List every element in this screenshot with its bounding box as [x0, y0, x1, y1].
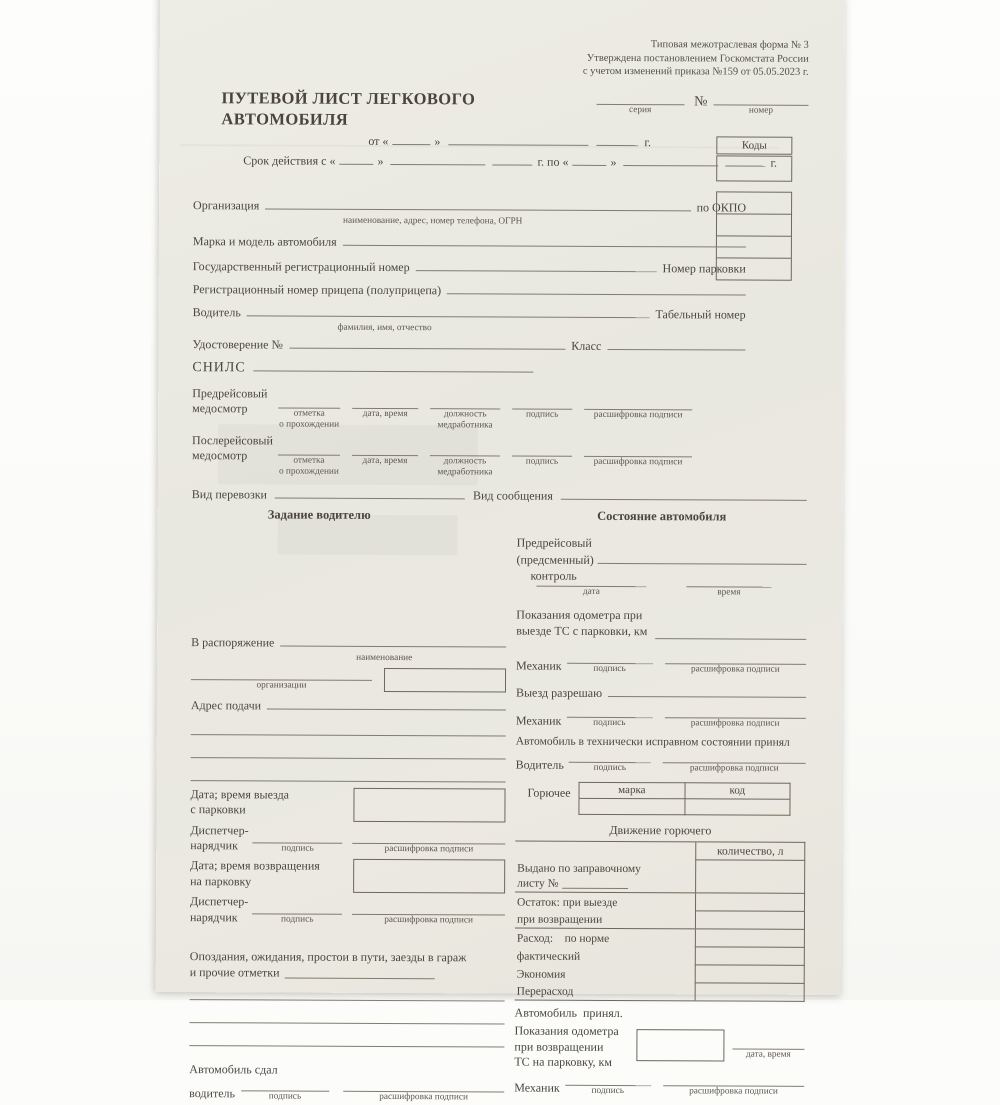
handover-sign-blank [241, 1080, 329, 1091]
class-label: Класс [571, 338, 602, 354]
approval-line-3: с учетом изменений приказа №159 от 05.05.2023 г. [582, 66, 809, 79]
odometer-in-label: Показания одометра при возвращении ТС на парковку, км [514, 1023, 619, 1070]
vehicle-accepted-label: Автомобиль принял. [514, 1005, 623, 1021]
transport-type-blank [275, 486, 465, 499]
fuel-movement-title: Движение горючего [609, 822, 712, 838]
validity-mid: г. по « [537, 155, 569, 170]
date-month-blank [448, 133, 588, 146]
dispatcher-label: Диспетчер- нарядчик [189, 894, 249, 924]
organization-label: Организация [193, 198, 260, 213]
delays-extra-line [189, 1031, 504, 1047]
mechanic1-sign-blank [567, 653, 653, 664]
fuel-issued-qty-cell [696, 860, 805, 893]
pretrip-med-decode-blank [584, 399, 692, 410]
pretrip-control-blank [598, 552, 807, 565]
validity-prefix: Срок действия с « [243, 153, 336, 169]
validity-day1-blank [339, 153, 373, 165]
accepted-in-good-condition-label: Автомобиль в технически исправном состоянии принял [515, 735, 790, 749]
signature-hint: подпись [593, 718, 626, 729]
fuel-label: Горючее [527, 785, 571, 800]
departure-datetime-label: Дата; время выезда с парковки [190, 786, 290, 817]
quantity-header: количество, л [696, 842, 805, 860]
departure-allowed-label: Выезд разрешаю [515, 685, 603, 700]
med-col-decode: расшифровка подписи [593, 457, 683, 468]
mechanic-label: Механик [516, 658, 562, 673]
class-blank [607, 338, 745, 351]
car-model-label: Марка и модель автомобиля [192, 233, 337, 249]
signature-hint: подпись [591, 1085, 624, 1096]
dispatcher-decode-blank [353, 833, 506, 845]
trailer-number-blank [447, 282, 746, 295]
signature-hint: подпись [593, 762, 627, 774]
snils-blank [254, 359, 534, 372]
okpo-label: по ОКПО [696, 200, 747, 215]
time-hint: время [717, 587, 741, 598]
fuel-economy-label: Экономия [516, 968, 566, 981]
date-day-blank [392, 133, 430, 145]
validity-quote1: » [377, 154, 384, 169]
posttrip-med-sign-blank [512, 446, 572, 457]
med-col-sign: подпись [525, 409, 559, 420]
fuel-brand-table [579, 782, 791, 816]
address-blank [267, 698, 506, 711]
date-from-label: от « [368, 133, 389, 148]
number-sign: № [694, 94, 708, 110]
signature-decode-hint: расшифровка подписи [689, 1086, 778, 1097]
fuel-issued-blank [563, 877, 629, 889]
pretrip-med-sign-blank [512, 398, 572, 409]
date-year-label: г. [644, 134, 652, 149]
parking-number-label: Номер парковки [662, 261, 746, 276]
fuel-brand-cell [579, 798, 685, 814]
odometer-in-datetime-blank [732, 1038, 804, 1049]
med-col-position: должность медработника [437, 409, 493, 431]
departure-datetime-box [353, 788, 505, 823]
waybill-form-sheet [156, 0, 845, 1103]
fuel-overrun-qty-cell [695, 983, 804, 1001]
signature-decode-hint: расшифровка подписи [690, 718, 780, 730]
mechanic-label: Механик [515, 713, 562, 728]
signature-hint: подпись [268, 1091, 302, 1102]
series-blank [596, 93, 684, 105]
address-extra-line [191, 720, 506, 736]
fuel-rest-in-label: при возвращении [515, 910, 696, 929]
return-datetime-box [353, 859, 505, 894]
fuel-code-cell [685, 799, 791, 815]
fuel-brand-header: марка [579, 782, 685, 798]
car-model-blank [343, 233, 746, 247]
codes-header: Коды [716, 136, 792, 154]
disposal-org-hint: организации [256, 680, 307, 692]
posttrip-med-label: Послерейсовый медосмотр [191, 433, 273, 463]
signature-hint: подпись [281, 843, 314, 854]
accepting-driver-sign-blank [569, 752, 651, 763]
posttrip-med-mark-blank [278, 445, 340, 456]
disposal-code-box [384, 668, 506, 693]
return-datetime-label: Дата; время возвращения на парковку [190, 858, 320, 888]
pretrip-control-line2: (предсменный) [516, 552, 594, 567]
driver-fio-hint: фамилия, имя, отчество [337, 322, 432, 334]
vehicle-state-header: Состояние автомобиля [597, 509, 727, 524]
odometer-in-box [636, 1029, 724, 1061]
validity-month1-blank [390, 153, 485, 165]
pretrip-med-datetime-blank [352, 398, 418, 409]
fuel-code-header: код [685, 783, 791, 799]
validity-quote2: » [610, 155, 617, 170]
disposal-label: В распоряжение [191, 635, 275, 650]
med-col-sign: подпись [525, 456, 559, 468]
disposal-hint: наименование [356, 652, 413, 664]
signature-decode-hint: расшифровка подписи [384, 844, 474, 855]
delays-extra-line [190, 985, 505, 1001]
med-col-mark: отметка о прохождении [279, 408, 340, 430]
personnel-number-label: Табельный номер [655, 307, 746, 322]
pretrip-med-label: Предрейсовый медосмотр [192, 386, 268, 416]
handover-label: Автомобиль сдал [189, 1062, 278, 1077]
dispatcher-sign-blank [253, 833, 343, 844]
med-col-mark: отметка о прохождении [278, 455, 339, 477]
license-label: Удостоверение № [192, 337, 284, 352]
fuel-rest-out-label: Остаток: при выезде [517, 896, 618, 909]
signature-hint: подпись [281, 914, 314, 926]
approval-line-2: Утверждена постановлением Госкомстата России [586, 52, 809, 65]
driver-label: Водитель [192, 305, 241, 320]
snils-label: СНИЛС [192, 359, 246, 376]
communication-type-label: Вид сообщения [472, 488, 553, 503]
fuel-rate-qty-cell [695, 929, 804, 947]
fuel-actual-label: фактический [516, 950, 581, 963]
date-close-quote: » [434, 133, 441, 149]
mechanic1-decode-blank [665, 653, 807, 665]
fuel-rest-out-qty-cell [696, 893, 805, 911]
state-number-label: Государственный регистрационный номер [192, 259, 410, 275]
validity-day2-blank [572, 154, 606, 166]
med-col-decode: расшифровка подписи [593, 409, 683, 421]
address-label: Адрес подачи [190, 698, 262, 713]
fuel-economy-qty-cell [695, 965, 804, 983]
mechanic3-decode-blank [663, 1075, 805, 1087]
approval-line-1: Типовая межотраслевая форма № 3 [650, 39, 809, 51]
form-title: ПУТЕВОЙ ЛИСТ ЛЕГКОВОГО АВТОМОБИЛЯ [221, 88, 476, 130]
delays-extra-line [190, 1008, 505, 1024]
signature-decode-hint: расшифровка подписи [379, 1091, 468, 1103]
validity-month2-blank [623, 154, 718, 166]
posttrip-med-decode-blank [584, 446, 692, 457]
mechanic2-decode-blank [664, 708, 806, 720]
mechanic2-sign-blank [566, 707, 652, 718]
posttrip-med-datetime-blank [352, 445, 418, 456]
pretrip-med-mark-blank [278, 397, 340, 408]
datetime-hint: дата, время [745, 1049, 791, 1060]
date-year-blank [596, 134, 638, 146]
mechanic3-sign-blank [565, 1074, 651, 1085]
disposal-org-blank [191, 670, 372, 682]
fuel-row-issued [515, 859, 696, 893]
organization-blank [265, 197, 690, 211]
med-col-datetime: дата, время [362, 456, 408, 467]
driver-name-blank [247, 305, 650, 319]
accepting-driver-decode-blank [663, 752, 806, 764]
driver-task-section [189, 506, 507, 1103]
pretrip-control-line1: Предрейсовый [516, 536, 592, 551]
validity-year-label: г. [770, 156, 778, 171]
fuel-overrun-label: Перерасход [515, 982, 696, 1001]
fuel-actual-qty-cell [695, 947, 804, 965]
disposal-blank [280, 635, 506, 648]
driver-task-header: Задание водителю [267, 507, 371, 523]
delays-label: Опоздания, ожидания, простои в пути, заезды в гараж и прочие отметки [189, 949, 467, 980]
series-label: серия [628, 104, 652, 116]
fuel-issued-label: Выдано по заправочному листу № [517, 863, 641, 891]
med-col-position: должность медработника [437, 456, 493, 478]
pretrip-control-line3: контроль [530, 568, 577, 583]
mechanic-label: Механик [514, 1080, 560, 1095]
odometer-out-label: Показания одометра при выезде ТС с парковки, км [516, 607, 648, 638]
fuel-rest-in-qty-cell [695, 911, 804, 929]
signature-decode-hint: расшифровка подписи [690, 664, 780, 675]
odometer-out-blank [655, 627, 806, 640]
med-col-datetime: дата, время [362, 408, 408, 419]
approval-block [194, 36, 809, 80]
dispatcher2-sign-blank [252, 904, 342, 915]
signature-hint: подпись [593, 664, 626, 675]
delays-blank [285, 966, 435, 979]
fuel-rate-label: Расход: по норме [516, 932, 610, 945]
transport-type-label: Вид перевозки [191, 486, 268, 502]
dispatcher-label: Диспетчер- нарядчик [190, 822, 249, 853]
handover-decode-blank [343, 1081, 504, 1093]
posttrip-med-position-blank [430, 445, 500, 456]
validity-year2-blank [725, 155, 765, 167]
communication-type-blank [561, 487, 807, 500]
date-hint: дата [582, 587, 600, 598]
pretrip-time-blank [686, 577, 771, 588]
state-number-blank [416, 259, 657, 272]
license-blank [289, 337, 565, 350]
vehicle-state-section [504, 508, 807, 1105]
address-extra-line [191, 766, 506, 782]
validity-year1-blank [492, 154, 532, 166]
address-extra-line [191, 743, 506, 759]
number-label: номер [748, 105, 774, 116]
number-blank [714, 93, 809, 105]
signature-decode-hint: расшифровка подписи [384, 915, 473, 926]
fuel-movement-table [515, 841, 806, 1002]
handover-driver-label: водитель [189, 1086, 236, 1101]
trailer-number-label: Регистрационный номер прицепа (полуприцепа) [192, 281, 442, 298]
organization-hint: наименование, адрес, номер телефона, ОГРН [342, 215, 523, 227]
pretrip-med-position-blank [430, 398, 500, 409]
accepting-driver-label: Водитель [515, 757, 564, 772]
pretrip-date-blank [536, 576, 646, 587]
signature-decode-hint: расшифровка подписи [689, 763, 779, 774]
departure-allowed-blank [608, 685, 806, 698]
